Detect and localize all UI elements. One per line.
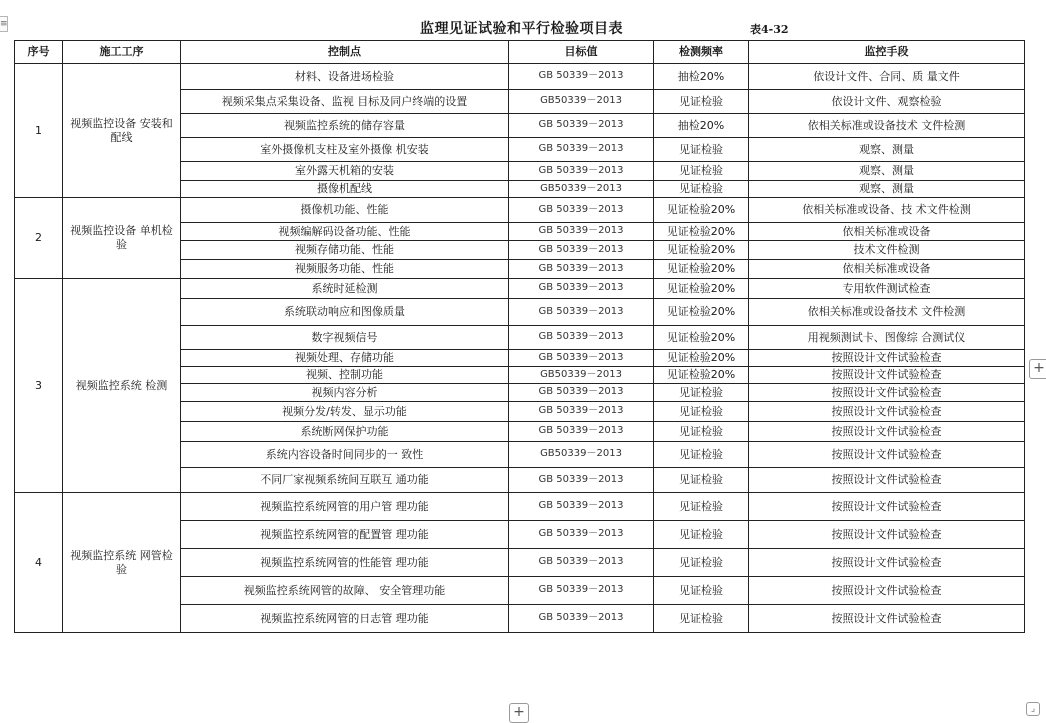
- target-value-cell: GB 50339－2013: [509, 326, 654, 350]
- frequency-cell: 见证检验: [654, 493, 749, 521]
- control-point-cell: 摄像机配线: [181, 181, 509, 198]
- target-value-cell: GB 50339－2013: [509, 138, 654, 162]
- control-point-cell: 视频存储功能、性能: [181, 241, 509, 260]
- control-point-cell: 系统联动响应和图像质量: [181, 299, 509, 326]
- target-value-cell: GB50339－2013: [509, 90, 654, 114]
- control-point-cell: 视频服务功能、性能: [181, 260, 509, 279]
- method-cell: 按照设计文件试验检查: [749, 577, 1025, 605]
- seq-cell: 3: [15, 279, 63, 493]
- target-value-cell: GB 50339－2013: [509, 402, 654, 422]
- header-seq: 序号: [15, 41, 63, 64]
- target-value-cell: GB 50339－2013: [509, 468, 654, 493]
- method-cell: 按照设计文件试验检查: [749, 350, 1025, 367]
- resize-handle-icon[interactable]: ⌟: [1026, 702, 1040, 716]
- method-cell: 按照设计文件试验检查: [749, 468, 1025, 493]
- frequency-cell: 见证检验: [654, 402, 749, 422]
- target-value-cell: GB 50339－2013: [509, 114, 654, 138]
- target-value-cell: GB 50339－2013: [509, 260, 654, 279]
- frequency-cell: 见证检验: [654, 384, 749, 402]
- frequency-cell: 见证检验20%: [654, 326, 749, 350]
- table-row: [15, 493, 1025, 521]
- method-cell: 观察、测量: [749, 181, 1025, 198]
- method-cell: 按照设计文件试验检查: [749, 605, 1025, 633]
- frequency-cell: 见证检验20%: [654, 198, 749, 223]
- control-point-cell: 不同厂家视频系统间互联互 通功能: [181, 468, 509, 493]
- method-cell: 依设计文件、合同、质 量文件: [749, 64, 1025, 90]
- frequency-cell: 抽检20%: [654, 114, 749, 138]
- method-cell: 按照设计文件试验检查: [749, 493, 1025, 521]
- target-value-cell: GB 50339－2013: [509, 577, 654, 605]
- target-value-cell: GB 50339－2013: [509, 223, 654, 241]
- inspection-table: [14, 40, 1025, 633]
- process-cell: 视频监控系统 检测: [63, 279, 181, 493]
- seq-cell: 1: [15, 64, 63, 198]
- table-number: 表4-32: [750, 23, 789, 36]
- frequency-cell: 见证检验20%: [654, 279, 749, 299]
- target-value-cell: GB 50339－2013: [509, 279, 654, 299]
- target-value-cell: GB 50339－2013: [509, 299, 654, 326]
- frequency-cell: 见证检验20%: [654, 260, 749, 279]
- target-value-cell: GB 50339－2013: [509, 241, 654, 260]
- target-value-cell: GB 50339－2013: [509, 384, 654, 402]
- process-cell: 视频监控设备 安装和配线: [63, 64, 181, 198]
- target-value-cell: GB 50339－2013: [509, 549, 654, 577]
- table-row: [15, 198, 1025, 223]
- header-process: 施工工序: [63, 41, 181, 64]
- control-point-cell: 视频编解码设备功能、性能: [181, 223, 509, 241]
- frequency-cell: 见证检验20%: [654, 367, 749, 384]
- seq-cell: 2: [15, 198, 63, 279]
- process-cell: 视频监控设备 单机检验: [63, 198, 181, 279]
- target-value-cell: GB50339－2013: [509, 367, 654, 384]
- frequency-cell: 见证检验: [654, 605, 749, 633]
- header-frequency: 检测频率: [654, 41, 749, 64]
- frequency-cell: 见证检验20%: [654, 223, 749, 241]
- control-point-cell: 视频监控系统网管的性能管 理功能: [181, 549, 509, 577]
- header-control-point: 控制点: [181, 41, 509, 64]
- target-value-cell: GB 50339－2013: [509, 521, 654, 549]
- control-point-cell: 视频监控系统网管的日志管 理功能: [181, 605, 509, 633]
- table-body: [15, 64, 1025, 633]
- method-cell: 依相关标准或设备技术 文件检测: [749, 299, 1025, 326]
- table-row: [15, 64, 1025, 90]
- frequency-cell: 见证检验: [654, 549, 749, 577]
- frequency-cell: 抽检20%: [654, 64, 749, 90]
- control-point-cell: 室外摄像机支柱及室外摄像 机安装: [181, 138, 509, 162]
- control-point-cell: 视频、控制功能: [181, 367, 509, 384]
- frequency-cell: 见证检验: [654, 468, 749, 493]
- control-point-cell: 视频监控系统网管的故障、 安全管理功能: [181, 577, 509, 605]
- control-point-cell: 系统内容设备时间同步的一 致性: [181, 442, 509, 468]
- header-row: [15, 41, 1025, 64]
- method-cell: 专用软件测试检查: [749, 279, 1025, 299]
- frequency-cell: 见证检验: [654, 162, 749, 181]
- target-value-cell: GB 50339－2013: [509, 493, 654, 521]
- method-cell: 依相关标准或设备、技 术文件检测: [749, 198, 1025, 223]
- method-cell: 按照设计文件试验检查: [749, 402, 1025, 422]
- target-value-cell: GB 50339－2013: [509, 605, 654, 633]
- method-cell: 按照设计文件试验检查: [749, 521, 1025, 549]
- header-target-value: 目标值: [509, 41, 654, 64]
- method-cell: 依相关标准或设备技术 文件检测: [749, 114, 1025, 138]
- frequency-cell: 见证检验20%: [654, 299, 749, 326]
- control-point-cell: 视频采集点采集设备、监视 目标及同户终端的设置: [181, 90, 509, 114]
- target-value-cell: GB50339－2013: [509, 442, 654, 468]
- target-value-cell: GB 50339－2013: [509, 162, 654, 181]
- method-cell: 技术文件检测: [749, 241, 1025, 260]
- method-cell: 按照设计文件试验检查: [749, 549, 1025, 577]
- method-cell: 按照设计文件试验检查: [749, 422, 1025, 442]
- frequency-cell: 见证检验: [654, 90, 749, 114]
- header-method: 监控手段: [749, 41, 1025, 64]
- add-column-button[interactable]: +: [1029, 359, 1046, 379]
- control-point-cell: 室外露天机箱的安装: [181, 162, 509, 181]
- control-point-cell: 系统时延检测: [181, 279, 509, 299]
- frequency-cell: 见证检验: [654, 577, 749, 605]
- frequency-cell: 见证检验: [654, 422, 749, 442]
- document-title: 监理见证试验和平行检验项目表: [420, 21, 623, 37]
- control-point-cell: 系统断网保护功能: [181, 422, 509, 442]
- control-point-cell: 材料、设备进场检验: [181, 64, 509, 90]
- table-row: [15, 279, 1025, 299]
- control-point-cell: 摄像机功能、性能: [181, 198, 509, 223]
- target-value-cell: GB 50339－2013: [509, 350, 654, 367]
- control-point-cell: 视频监控系统的储存容量: [181, 114, 509, 138]
- frequency-cell: 见证检验20%: [654, 350, 749, 367]
- method-cell: 用视频测试卡、图像综 合测试仪: [749, 326, 1025, 350]
- method-cell: 依设计文件、观察检验: [749, 90, 1025, 114]
- add-row-button[interactable]: +: [509, 703, 529, 723]
- control-point-cell: 数字视频信号: [181, 326, 509, 350]
- control-point-cell: 视频处理、存储功能: [181, 350, 509, 367]
- target-value-cell: GB50339－2013: [509, 181, 654, 198]
- page-edge-tab[interactable]: ≡: [0, 16, 8, 32]
- target-value-cell: GB 50339－2013: [509, 422, 654, 442]
- method-cell: 观察、测量: [749, 138, 1025, 162]
- frequency-cell: 见证检验: [654, 181, 749, 198]
- frequency-cell: 见证检验20%: [654, 241, 749, 260]
- target-value-cell: GB 50339－2013: [509, 198, 654, 223]
- frequency-cell: 见证检验: [654, 442, 749, 468]
- method-cell: 按照设计文件试验检查: [749, 442, 1025, 468]
- seq-cell: 4: [15, 493, 63, 633]
- process-cell: 视频监控系统 网管检验: [63, 493, 181, 633]
- method-cell: 依相关标准或设备: [749, 223, 1025, 241]
- method-cell: 观察、测量: [749, 162, 1025, 181]
- control-point-cell: 视频分发/转发、显示功能: [181, 402, 509, 422]
- method-cell: 按照设计文件试验检查: [749, 384, 1025, 402]
- control-point-cell: 视频内容分析: [181, 384, 509, 402]
- method-cell: 按照设计文件试验检查: [749, 367, 1025, 384]
- method-cell: 依相关标准或设备: [749, 260, 1025, 279]
- control-point-cell: 视频监控系统网管的用户管 理功能: [181, 493, 509, 521]
- frequency-cell: 见证检验: [654, 521, 749, 549]
- target-value-cell: GB 50339－2013: [509, 64, 654, 90]
- frequency-cell: 见证检验: [654, 138, 749, 162]
- control-point-cell: 视频监控系统网管的配置管 理功能: [181, 521, 509, 549]
